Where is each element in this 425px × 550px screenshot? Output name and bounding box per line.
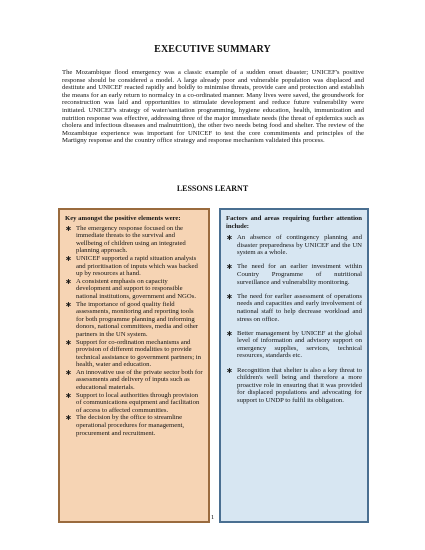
page-number: 1: [211, 514, 215, 521]
asterisk-bullet-icon: ∗: [226, 291, 233, 301]
list-item: ∗ An innovative use of the private sector both for assessments and delivery of inputs such as educational materials.: [65, 367, 203, 392]
asterisk-bullet-icon: ∗: [65, 299, 72, 309]
list-item: ∗ The emergency response focused on the immediate threats to the survival and wellbeing of children using an integrated planning approach.: [65, 223, 186, 255]
asterisk-bullet-icon: ∗: [226, 365, 233, 375]
lessons-learnt-heading: LESSONS LEARNT: [176, 184, 249, 193]
list-item: ∗ An absence of contingency planning and disaster preparedness by UNICEF and the UN system as a whole.: [226, 233, 362, 257]
positive-elements-heading: Key amongst the positive elements were:: [65, 215, 181, 222]
asterisk-bullet-icon: ∗: [65, 367, 72, 377]
asterisk-bullet-icon: ∗: [65, 223, 72, 233]
asterisk-bullet-icon: ∗: [65, 337, 72, 347]
asterisk-bullet-icon: ∗: [65, 413, 72, 423]
page-title: EXECUTIVE SUMMARY: [154, 44, 271, 55]
asterisk-bullet-icon: ∗: [226, 328, 233, 338]
list-item: ∗ The need for an earlier investment within Country Programme of nutritional surveillance and vulnerability monitoring.: [226, 262, 362, 286]
further-attention-heading: Factors and areas requiring further attention include:: [226, 215, 362, 230]
further-attention-box: [219, 208, 369, 523]
list-item: ∗ The decision by the office to streamline operational procedures for management, procurement and recruitment.: [65, 413, 185, 437]
list-item: ∗ The importance of good quality field assessments, monitoring and reporting tools for both programme planning and informing donors, national committees, media and other partners in the UN system.: [65, 299, 199, 338]
list-item: ∗ UNICEF supported a rapid situation analysis and prioritisation of inputs which was backed up by resources at hand.: [65, 253, 198, 278]
asterisk-bullet-icon: ∗: [65, 390, 72, 400]
asterisk-bullet-icon: ∗: [226, 233, 233, 243]
asterisk-bullet-icon: ∗: [65, 253, 72, 263]
list-item: ∗ Better management by UNICEF at the global level of information and advisory support on emergency supplies, services, technical resources, standards etc.: [226, 328, 362, 360]
positive-elements-box: [58, 208, 210, 523]
further-attention-list: [226, 234, 362, 404]
asterisk-bullet-icon: ∗: [226, 262, 233, 272]
list-item: ∗ The need for earlier assessment of operations needs and capacities and early involvement of national staff to help decrease workload and stress on office.: [226, 291, 362, 323]
asterisk-bullet-icon: ∗: [65, 276, 72, 286]
list-item: ∗ Support to local authorities through provision of communications equipment and facilitation of access to affected communities.: [65, 390, 200, 414]
list-item: ∗ Support for co-ordination mechanisms and provision of different modalities to provide technical assistance to government partners; in health, water and education.: [65, 337, 201, 369]
list-item: ∗ Recognition that shelter is also a key threat to children's well being and therefore a more proactive role in ensuring that it was provided for displaced populations and advocating for support to UNDP to fulfil its obligation.: [226, 365, 362, 404]
list-item: ∗ A consistent emphasis on capacity development and support to responsible national institutions, government and NGOs.: [65, 276, 196, 300]
summary-paragraph: The Mozambique flood emergency was a classic example of a sudden onset disaster; UNICEF's positive response should be considered a model. A large already poor and vulnerable population was displaced and destitute and UNICEF reacted rapidly and boldly to minimise threats, provide care and protection and establish the means for an early return to normalcy in a co-ordinated manner. Many lives were saved, the groundwork for reconstruction was laid and opportunities to stimulate development and reduce future vulnerability were initiated. UNICEF's strategy of water/sanitation programming, hygiene education, health, immunization and nutrition response was effective, addressing three of the major immediate needs (the threat of epidemics such as cholera and infectious diseases and malnutrition), the other two needs being food and shelter. The review of the Mozambique experience was important for UNICEF to test the core commitments and principles of the Martigny response and the country office strategy and response mechanism validated this process.: [62, 69, 364, 145]
positive-elements-list: [65, 225, 203, 438]
